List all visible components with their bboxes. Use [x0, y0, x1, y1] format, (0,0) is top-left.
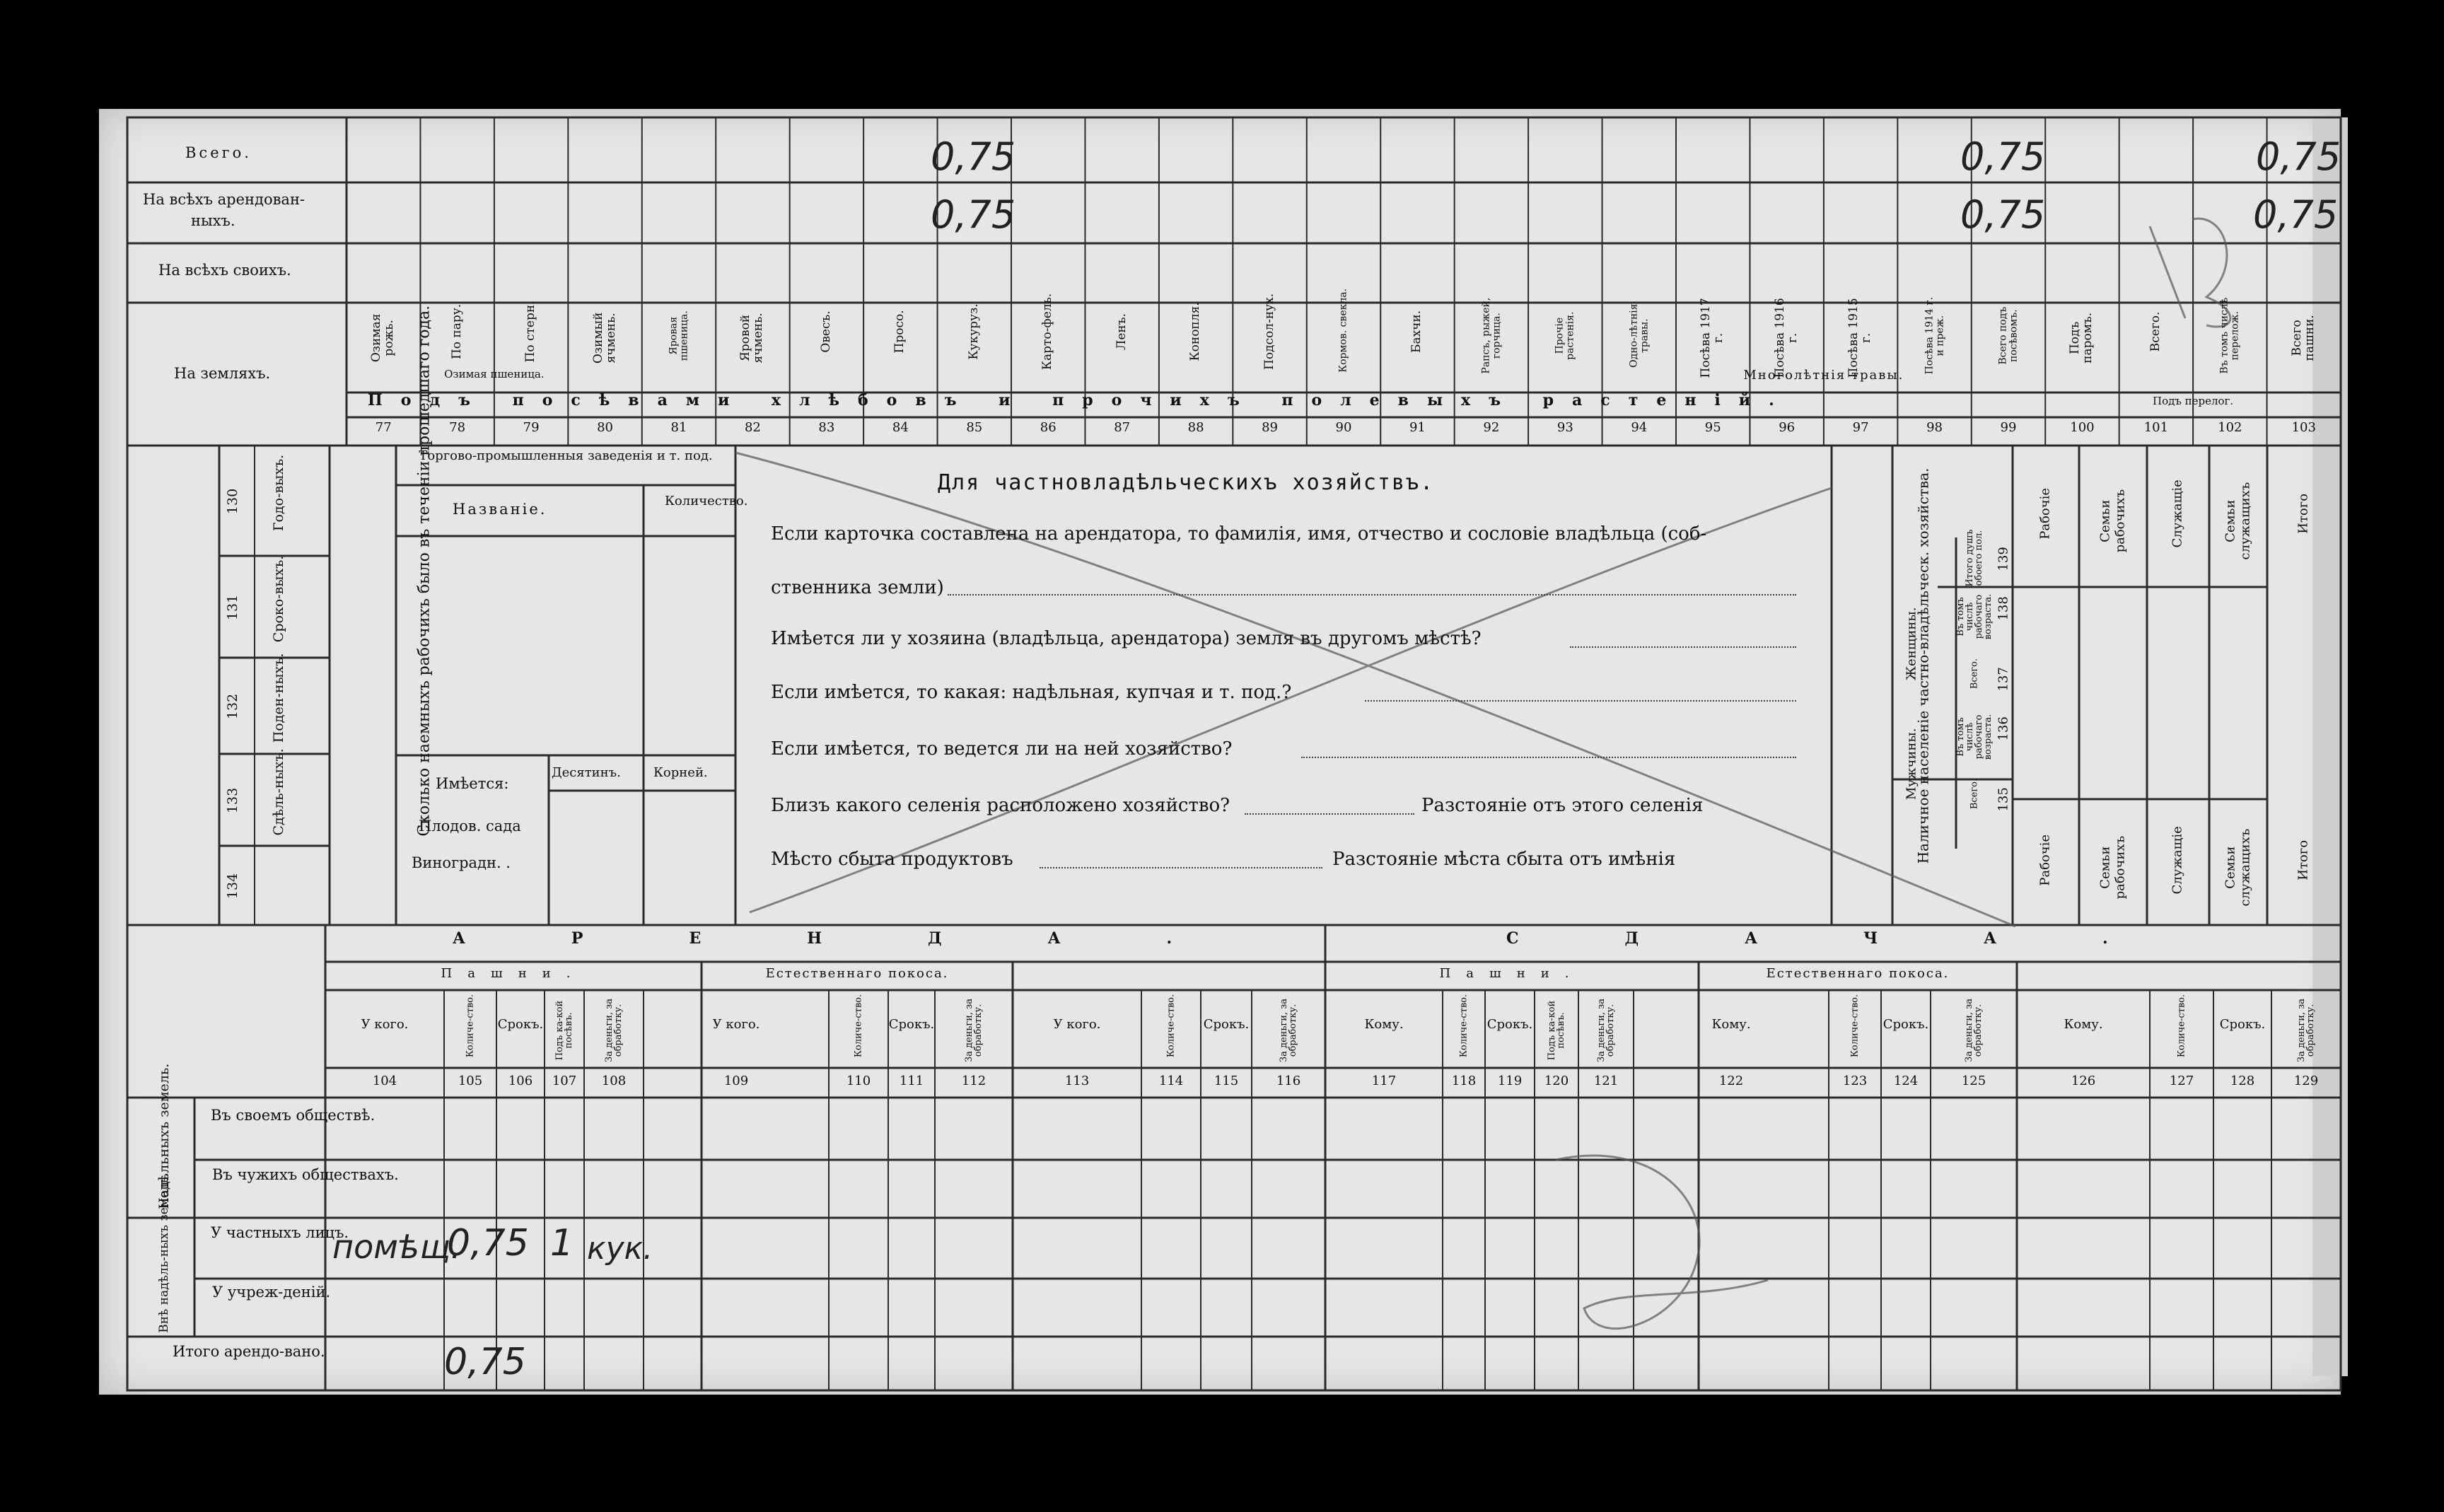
bottom-col-number: 106: [508, 1074, 533, 1088]
top-col-number: 87: [1114, 420, 1131, 435]
sdacha-title: СДАЧА.: [1506, 929, 2214, 948]
winter-wheat-group: Озимая пшеница.: [444, 368, 545, 380]
top-col-number: 91: [1409, 420, 1426, 435]
bottom-col-header: Кому.: [1364, 1017, 1404, 1032]
bottom-col-number: 104: [372, 1074, 397, 1088]
staff-col-top: Итого: [2295, 493, 2311, 534]
bottom-col-header: За деньги, за обработку.: [964, 999, 984, 1063]
top-col-header: Озимый ячмень.: [590, 312, 618, 364]
staff-col-bottom: Итого: [2295, 839, 2311, 880]
orchard-label: Плодов. сада: [419, 818, 521, 834]
top-col-header: Яровой ячмень.: [738, 313, 766, 364]
top-col-header: Кормов. свекла.: [1337, 288, 1349, 373]
establishments-name-col: Названіе.: [453, 501, 547, 518]
bottom-col-number: 119: [1497, 1074, 1523, 1088]
bottom-col-header: Количе-ство.: [465, 994, 476, 1058]
bottom-subgroup: Пашни.: [441, 966, 586, 981]
bottom-col-header: За деньги, за обработку.: [2296, 999, 2316, 1063]
bottom-col-number: 124: [1893, 1074, 1919, 1088]
top-col-header: Подсол-нух.: [1262, 293, 1276, 370]
q6-distance: Разстояніе мѣста сбыта отъ имѣнія: [1332, 849, 1676, 870]
bottom-col-header: За деньги, за обработку.: [1596, 999, 1616, 1063]
bottom-col-number: 122: [1718, 1074, 1744, 1088]
top-col-header: Всего подъ посѣвомъ.: [1997, 306, 2019, 365]
row-label-own: На всѣхъ своихъ.: [158, 262, 291, 279]
bottom-col-header: Количе-ство.: [1458, 994, 1470, 1058]
top-col-number: 97: [1852, 420, 1869, 435]
top-col-header: Овесъ.: [818, 310, 833, 353]
top-col-number: 92: [1483, 420, 1500, 435]
staff-col-top: Семьи рабочихъ: [2097, 489, 2127, 553]
perennial-group: Многолѣтнія травы.: [1743, 368, 1904, 383]
hw-rented-85: 0,75: [931, 192, 1016, 237]
bottom-col-header: Подъ ка-кой посѣвъ.: [554, 1000, 574, 1061]
top-col-number: 82: [744, 420, 761, 435]
own-society-label: Въ своемъ обществѣ.: [211, 1107, 376, 1124]
hw-from-whom: помѣщ.: [332, 1228, 461, 1266]
staff-col-bottom: Рабочіе: [2037, 834, 2053, 886]
bottom-col-number: 127: [2169, 1074, 2194, 1088]
bottom-col-number: 117: [1371, 1074, 1397, 1088]
top-col-number: 90: [1335, 420, 1352, 435]
bottom-col-header: У кого.: [712, 1017, 760, 1032]
bottom-col-number: 125: [1961, 1074, 1986, 1088]
term-number: 130: [225, 488, 241, 515]
bottom-col-header: За деньги, за обработку.: [1964, 999, 1984, 1063]
row-label-rented-2: ныхъ.: [191, 212, 235, 229]
women-label: Женщины.: [1904, 607, 1919, 681]
top-col-number: 79: [523, 420, 540, 435]
bottom-col-header: Кому.: [1711, 1017, 1751, 1032]
population-subcol-number: 139: [1996, 547, 2011, 571]
top-col-header: По пару.: [449, 303, 464, 360]
bottom-col-number: 115: [1214, 1074, 1239, 1088]
answer-line-1[interactable]: [948, 594, 1796, 595]
top-col-header: Посѣва 1916 г.: [1772, 298, 1800, 378]
bottom-col-number: 128: [2230, 1074, 2255, 1088]
staff-col-top: Семьи служащихъ: [2223, 482, 2252, 560]
top-col-header: Подъ паромъ.: [2068, 312, 2095, 364]
staff-col-top: Рабочіе: [2037, 487, 2053, 540]
bottom-col-header: Срокъ.: [1486, 1017, 1533, 1032]
top-col-header: Всего пашни.: [2289, 315, 2317, 361]
answer-line-6[interactable]: [1040, 867, 1322, 868]
population-subcol: Всего.: [1969, 778, 1980, 810]
non-allotment-lands-label: Внѣ надѣль-ныхъ земель.: [157, 1173, 172, 1333]
staff-col-bottom: Семьи служащихъ: [2223, 828, 2252, 907]
bottom-col-number: 121: [1593, 1074, 1619, 1088]
establishments-qty-col: Количество.: [665, 494, 748, 508]
hw-term: 1: [550, 1222, 574, 1264]
bottom-col-number: 129: [2293, 1074, 2319, 1088]
bottom-col-header: Срокъ.: [497, 1017, 544, 1032]
q3: Если имѣется, то какая: надѣльная, купчая и т. под.?: [771, 682, 1292, 703]
institutions-label: У учреж-деній.: [212, 1284, 331, 1301]
answer-line-2[interactable]: [1570, 646, 1796, 648]
bottom-col-number: 118: [1451, 1074, 1477, 1088]
bottom-col-number: 107: [552, 1074, 577, 1088]
other-societies-label: Въ чужихъ обществахъ.: [212, 1166, 399, 1183]
vineyard-label: Виноградн. .: [412, 854, 511, 871]
hw-total-103: 0,75: [2256, 134, 2341, 179]
staff-col-bottom: Семьи рабочихъ: [2097, 835, 2127, 900]
top-col-header: Посѣва 1915 г.: [1846, 298, 1874, 378]
top-col-header: Одно-лѣтнія травы.: [1628, 303, 1650, 368]
bottom-col-number: 120: [1544, 1074, 1569, 1088]
has-label: Имѣется:: [436, 775, 509, 792]
term-label: Сроко-выхъ.: [271, 555, 287, 643]
bottom-col-header: У кого.: [1053, 1017, 1101, 1032]
term-number: 132: [225, 693, 241, 720]
q6: Мѣсто сбыта продуктовъ: [771, 849, 1013, 870]
top-col-header: Посѣва 1917 г.: [1699, 298, 1726, 378]
hw-crop: кук.: [587, 1231, 653, 1267]
bottom-col-number: 113: [1064, 1074, 1090, 1088]
bottom-subgroup: Пашни.: [1439, 966, 1585, 981]
bottom-col-number: 111: [899, 1074, 924, 1088]
q5: Близъ какого селенія расположено хозяйство?: [771, 795, 1230, 816]
population-subcol-number: 137: [1996, 667, 2011, 692]
q1-line2: ственника земли): [771, 577, 944, 598]
bottom-col-number: 110: [846, 1074, 871, 1088]
top-col-header: Всего.: [2148, 311, 2163, 352]
population-subcol: Итого душъ обоего пол.: [1965, 529, 1984, 587]
top-col-header: Озимая рожь.: [369, 313, 397, 363]
bottom-col-header: За деньги, за обработку.: [1279, 999, 1298, 1063]
top-col-number: 81: [670, 420, 687, 435]
top-col-number: 100: [2070, 420, 2095, 435]
top-col-header: Бахчи.: [1409, 310, 1424, 354]
top-col-number: 103: [2291, 420, 2316, 435]
population-subcol: Всего.: [1969, 658, 1980, 690]
hw-rented-103: 0,75: [2253, 192, 2339, 237]
term-number: 131: [225, 594, 241, 621]
population-subcol-number: 135: [1996, 787, 2011, 812]
q4: Если имѣется, то ведется ли на ней хозяйство?: [771, 738, 1233, 760]
bottom-col-number: 105: [458, 1074, 483, 1088]
fallow-group: Подъ перелог.: [2152, 395, 2234, 407]
top-col-header: Кукуруз.: [966, 303, 981, 360]
top-col-number: 88: [1187, 420, 1204, 435]
bottom-col-header: Количе-ство.: [1165, 994, 1177, 1058]
top-col-header: По стерн.: [523, 301, 538, 363]
top-col-header: Просо.: [892, 310, 907, 354]
hw-quantity: 0,75: [447, 1222, 529, 1264]
top-col-number: 96: [1779, 420, 1796, 435]
row-label-rented: На всѣхъ арендован-: [143, 191, 306, 208]
population-subcol-number: 138: [1996, 596, 2011, 621]
allotment-lands-label: Надѣльныхъ земель.: [156, 1063, 173, 1209]
term-number: 134: [225, 873, 241, 900]
top-col-number: 77: [375, 420, 392, 435]
roots-col: Корней.: [653, 765, 708, 780]
term-label: Годо-выхъ.: [271, 454, 287, 532]
answer-line-3[interactable]: [1365, 700, 1796, 702]
hw-total-99: 0,75: [1960, 134, 2046, 179]
term-label: Поден-ныхъ.: [271, 653, 287, 743]
bottom-col-header: У кого.: [361, 1017, 409, 1032]
staff-col-top: Служащіе: [2170, 479, 2185, 548]
top-col-header: Посѣва 1914 г. и преж.: [1923, 296, 1945, 375]
top-col-number: 102: [2218, 420, 2242, 435]
bottom-col-number: 116: [1276, 1074, 1301, 1088]
answer-line-5[interactable]: [1245, 813, 1414, 815]
top-col-number: 80: [597, 420, 613, 435]
q1-line1: Если карточка составлена на арендатора, то фамилія, имя, отчество и сословіе владѣльца (соб-: [771, 523, 1707, 545]
row-label-lands: На земляхъ.: [174, 365, 271, 382]
top-col-header: Рапсъ, рыжей, горчица.: [1480, 297, 1502, 374]
bottom-col-number: 114: [1158, 1074, 1184, 1088]
men-label: Мужчины.: [1904, 728, 1919, 801]
bottom-col-header: Количе-ство.: [853, 994, 864, 1058]
bottom-col-header: Кому.: [2064, 1017, 2103, 1032]
top-col-number: 78: [449, 420, 466, 435]
top-col-number: 89: [1262, 420, 1278, 435]
total-rented-label: Итого арендо-вано.: [173, 1343, 325, 1360]
hw-rented-99: 0,75: [1960, 192, 2046, 237]
population-subcol-number: 136: [1996, 716, 2011, 741]
staff-col-bottom: Служащіе: [2170, 826, 2185, 895]
top-col-number: 93: [1556, 420, 1573, 435]
top-col-number: 84: [892, 420, 909, 435]
population-label: Наличное населеніе частно-владѣльческ. хозяйства.: [1914, 467, 1932, 864]
population-subcol: Въ томъ числѣ рабочаго возраста.: [1955, 593, 1994, 640]
top-col-header: Яровая пшеница.: [668, 310, 689, 361]
private-persons-label: У частныхъ лицъ.: [211, 1224, 349, 1241]
hw-total-85: 0,75: [931, 134, 1016, 179]
population-subcol: Въ томъ числѣ рабочаго возраста.: [1955, 714, 1994, 760]
top-col-number: 86: [1040, 420, 1057, 435]
bottom-subgroup: Естественнаго покоса.: [765, 966, 949, 981]
top-col-number: 98: [1926, 420, 1943, 435]
bottom-col-number: 126: [2071, 1074, 2096, 1088]
top-col-number: 83: [818, 420, 835, 435]
q2: Имѣется ли у хозяина (владѣльца, арендатора) земля въ другомъ мѣстѣ?: [771, 628, 1482, 649]
top-col-number: 85: [966, 420, 983, 435]
bottom-col-header: Количе-ство.: [2176, 994, 2187, 1058]
establishments-header: Торгово-промышленныя заведенія и т. под.: [419, 448, 713, 463]
top-col-number: 94: [1631, 420, 1648, 435]
hired-workers-label: Сколько наемныхъ рабочихъ было въ теченіи прошедшаго года.: [415, 305, 433, 837]
bottom-col-number: 112: [961, 1074, 987, 1088]
bottom-col-header: Количе-ство.: [1849, 994, 1861, 1058]
bottom-col-header: Срокъ.: [2219, 1017, 2266, 1032]
top-col-header: Карто-фель.: [1040, 293, 1055, 371]
hw-total: 0,75: [444, 1341, 526, 1383]
bottom-subgroup: Естественнаго покоса.: [1766, 966, 1950, 981]
bottom-col-number: 123: [1842, 1074, 1868, 1088]
top-col-header: Ленъ.: [1114, 313, 1129, 350]
bottom-col-header: Подъ ка-кой посѣвъ.: [1547, 1000, 1566, 1061]
bottom-col-header: Срокъ.: [1203, 1017, 1250, 1032]
top-col-number: 95: [1704, 420, 1721, 435]
top-col-header: Конопля.: [1188, 302, 1203, 361]
term-label: Сдѣль-ныхъ.: [271, 748, 287, 836]
bottom-col-header: Срокъ.: [1883, 1017, 1929, 1032]
top-col-number: 101: [2143, 420, 2169, 435]
bottom-col-header: Срокъ.: [888, 1017, 935, 1032]
top-col-number: 99: [2000, 420, 2017, 435]
q5-distance: Разстояніе отъ этого селенія: [1421, 795, 1704, 816]
dessiatins-col: Десятинъ.: [552, 765, 621, 780]
bottom-col-header: За деньги, за обработку.: [604, 999, 624, 1063]
answer-line-4[interactable]: [1301, 757, 1796, 758]
top-col-header: Въ томъ числѣ перелож.: [2218, 297, 2241, 374]
row-label-total: Всего.: [185, 144, 252, 161]
crops-caption: Подъ посѣвами хлѣбовъ и прочихъ полевыхъ растеній.: [368, 391, 1793, 409]
arenda-title: АРЕНДА.: [453, 929, 1279, 948]
top-col-header: Прочіе растенія.: [1554, 311, 1576, 360]
bottom-col-number: 108: [601, 1074, 627, 1088]
bottom-col-number: 109: [723, 1074, 749, 1088]
private-farms-title: Для частновладѣльческихъ хозяйствъ.: [938, 470, 1435, 495]
term-number: 133: [225, 787, 241, 814]
